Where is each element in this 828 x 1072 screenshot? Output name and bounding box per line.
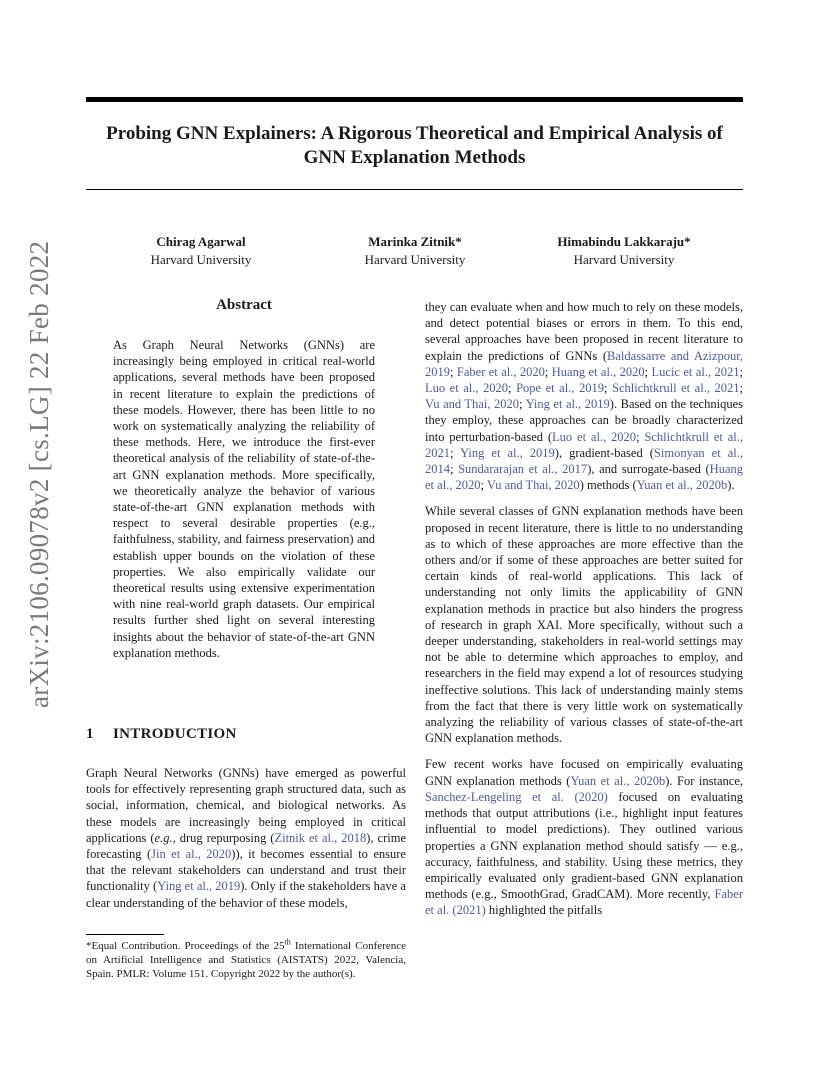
text-run: drug repurposing (	[175, 830, 275, 845]
text-run: ), gradient-based (	[554, 445, 654, 460]
footnote-rule	[86, 934, 164, 935]
text-run: ).	[727, 478, 735, 493]
citation-link[interactable]: Yuan et al., 2020b	[636, 478, 728, 493]
text-run: ). For instance,	[665, 773, 744, 788]
text-run: ;	[644, 364, 652, 379]
citation-link[interactable]: Faber et al., 2020	[456, 364, 545, 379]
section-heading	[86, 726, 406, 743]
citation-link[interactable]: Huang et al., 2020	[551, 364, 645, 379]
author-block	[320, 233, 510, 269]
text-run: ;	[544, 364, 552, 379]
citation-link[interactable]: Vu and Thai, 2020	[486, 478, 580, 493]
text-run: ;	[450, 364, 457, 379]
text-run: Few recent works have focused on empirically evaluating GNN explanation methods (	[425, 757, 743, 788]
citation-link[interactable]: Pope et al., 2019	[516, 381, 604, 396]
superscript: th	[284, 937, 291, 947]
citation-link[interactable]: Baldassarre and Azizpour, 2019	[425, 348, 743, 379]
text-run: ;	[636, 429, 645, 444]
abstract-text: As Graph Neural Networks (GNNs) are increasingly being employed in critical real-world applications, several methods have been proposed in recent literature to explain the predictions of these models. However, there has been little to no work on systematically analyzing the reliability of these methods. Here, we introduce the first-ever theoretical analysis of the reliability of state-of-the-art GNN explanation methods. More specifically, we theoretically analyze the behavior of various state-of-the-art GNN explanation methods with respect to several desirable properties (e.g., faithfulness, stability, and fairness preservation) and establish upper bounds on the violation of these properties. We also empirically validate our theoretical results using extensive experimentation with nine real-world graph datasets. Our empirical results further shed light on several interesting insights about the behavior of state-of-the-art GNN explanation methods.	[113, 338, 375, 660]
author-name: Chirag Agarwal	[156, 234, 246, 249]
text-run: ;	[508, 381, 517, 396]
citation-link[interactable]: Jin et al., 2020	[151, 847, 232, 862]
text-run: ;	[480, 478, 487, 493]
text-run: ). Only if the stakeholders have a clear understanding of the behavior of these models,	[86, 879, 406, 910]
text-run: International Conference on Artificial Intelligence and Statistics (AISTATS) 2022, Valencia, Spain. PMLR: Volume 151. Copyright 2022 by the author(s).	[86, 940, 407, 980]
paragraph: While several classes of GNN explanation methods have been proposed in recent literature, there is little to no understanding as to which of these approaches are more effective than the others and/or if some of these approaches are better suited for certain kinds of real-world applications. This lack of understanding not only limits the applicability of GNN explanation methods in practice but also hinders the progress of research in graph XAI. More specifically, without such a deeper understanding, stakeholders in real-world settings may not be able to determine which approaches to employ, and researchers in the field may expend a lot of resources studying ineffective solutions. This lack of understanding mainly stems from the fact that there is very little work on systematically analyzing the reliability of various classes of state-of-the-art GNN explanation methods.	[425, 504, 743, 746]
citation-link[interactable]: Lucic et al., 2021	[651, 364, 740, 379]
text-run: *Equal Contribution. Proceedings of the 25	[86, 940, 285, 952]
citation-link[interactable]: Ying et al., 2019	[460, 445, 555, 460]
paragraph	[425, 756, 743, 918]
citation-link[interactable]: Sanchez-Lengeling et al. (2020)	[425, 789, 608, 804]
author-block	[526, 233, 722, 269]
citation-link[interactable]: Schlichtkrull et al., 2021	[425, 429, 743, 460]
text-run: ;	[739, 364, 743, 379]
abstract-heading: Abstract	[216, 297, 272, 313]
intro-paragraph	[86, 765, 406, 911]
section-title: INTRODUCTION	[113, 726, 237, 742]
citation-link[interactable]: Simonyan et al., 2014	[425, 445, 743, 477]
right-column	[425, 299, 743, 929]
text-run: ), crime forecasting (	[86, 830, 406, 862]
arxiv-stamp	[24, 240, 54, 710]
citation-link[interactable]: Ying et al., 2019	[157, 879, 241, 894]
text-run: highlighted the pitfalls	[485, 903, 603, 918]
citation-link[interactable]: Ying et al., 2019	[525, 397, 610, 412]
text-run: ;	[603, 381, 612, 396]
author-block	[106, 233, 296, 269]
footnote	[86, 939, 406, 981]
text-run: )), it becomes essential to ensure that the relevant stakeholders can understand and trust their functionality (	[86, 847, 406, 894]
text-run: ;	[450, 445, 461, 460]
citation-link[interactable]: Zitnik et al., 2018	[274, 830, 367, 845]
text-run: they can evaluate when and how much to rely on these models, and detect potential biases or errors in them. To this end, several approaches have been proposed in recent literature to explain the predictions of GNNs (	[425, 300, 743, 363]
author-name: Marinka Zitnik*	[368, 234, 462, 249]
citation-link[interactable]: Huang et al., 2020	[425, 462, 743, 493]
text-run: ), and surrogate-based (	[587, 462, 710, 477]
text-run: ;	[450, 462, 459, 477]
citation-link[interactable]: Yuan et al., 2020b	[570, 773, 666, 788]
author-affiliation: Harvard University	[573, 252, 675, 267]
author-affiliation: Harvard University	[364, 252, 466, 267]
text-run: ). Based on the techniques they employ, these approaches can be broadly characterized into perturbation-based (	[425, 397, 743, 444]
citation-link[interactable]: Luo et al., 2020	[425, 381, 509, 396]
title-rule	[86, 189, 743, 190]
author-name: Himabindu Lakkaraju*	[557, 234, 691, 249]
text-run-italic: e.g.,	[154, 830, 176, 845]
text-run: ) methods (	[579, 478, 637, 493]
section-number: 1	[86, 726, 94, 742]
citation-link[interactable]: Luo et al., 2020	[552, 429, 637, 444]
text-run: ;	[739, 381, 743, 396]
text-run: Graph Neural Networks (GNNs) have emerged as powerful tools for effectively representing graph structured data, such as social, information, chemical, and biological networks. As these models are increasingly being employed in critical applications (	[86, 766, 406, 845]
author-affiliation: Harvard University	[150, 252, 252, 267]
text-run: focused on evaluating methods that output attributions (i.e., highlight input features influential to model predictions). They outlined various properties a GNN explanation method should satisfy — e.g., accuracy, faithfulness, and stability. Using these metrics, they empirically evaluated only gradient-based GNN explanation methods (e.g., SmoothGrad, GradCAM). More recently,	[425, 789, 743, 902]
citation-link[interactable]: Vu and Thai, 2020	[425, 397, 519, 412]
citation-link[interactable]: Sundararajan et al., 2017	[458, 462, 588, 477]
top-rule	[86, 97, 743, 102]
paragraph	[425, 299, 743, 493]
arxiv-id: arXiv:2106.09078v2 [cs.LG] 22 Feb 2022	[24, 240, 54, 708]
citation-link[interactable]: Schlichtkrull et al., 2021	[612, 381, 740, 396]
citation-link[interactable]: Faber et al. (2021)	[425, 887, 743, 918]
text-run: ;	[519, 397, 526, 412]
paper-title: Probing GNN Explainers: A Rigorous Theoretical and Empirical Analysis of GNN Explanation Methods	[106, 123, 723, 168]
